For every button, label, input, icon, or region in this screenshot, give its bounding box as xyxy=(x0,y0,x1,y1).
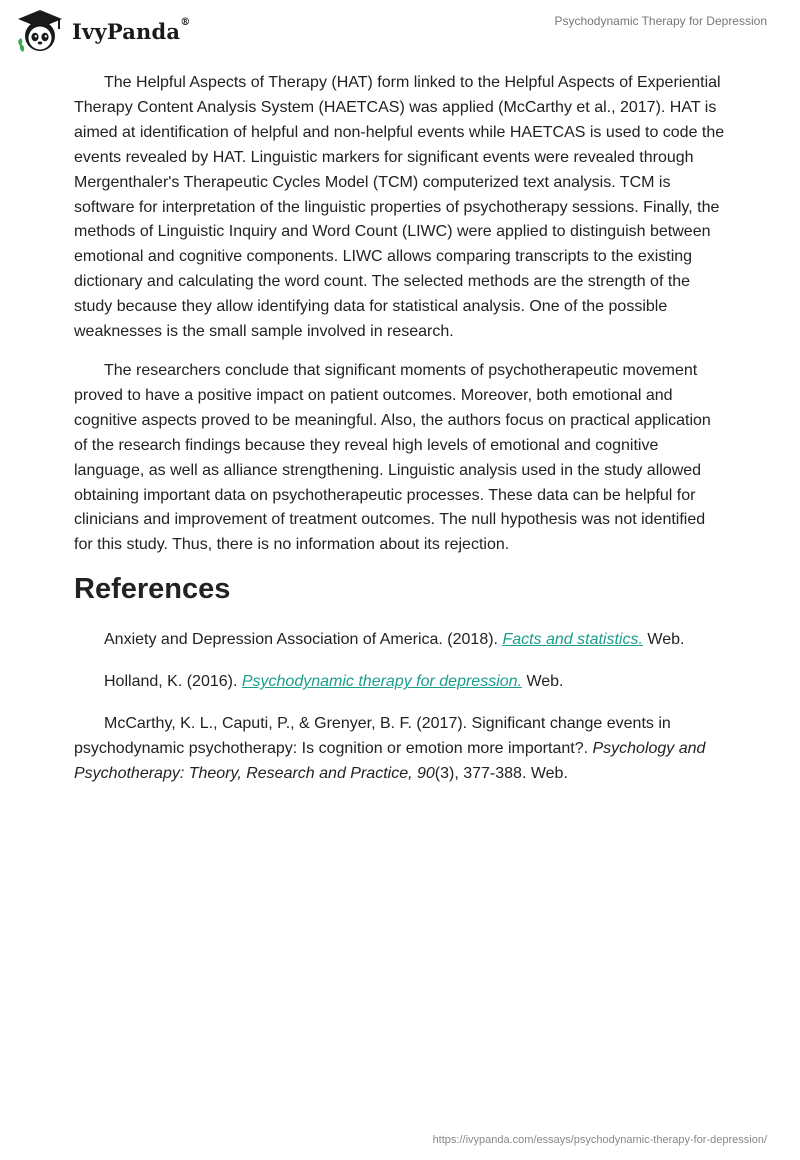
page-header xyxy=(0,0,800,60)
panda-graduate-logo-icon xyxy=(14,8,66,54)
references-heading: References xyxy=(74,573,231,606)
reference-link[interactable]: Psychodynamic therapy for depression. xyxy=(241,673,522,691)
running-title: Psychodynamic Therapy for Depression xyxy=(554,14,767,28)
reference-item: Holland, K. (2016). Psychodynamic therapy for depression. Web. xyxy=(104,673,564,691)
reference-item: Anxiety and Depression Association of America. (2018). Facts and statistics. Web. xyxy=(104,631,685,649)
reference-link[interactable]: Facts and statistics. xyxy=(502,631,643,649)
reference-item: McCarthy, K. L., Caputi, P., & Grenyer, B. F. (2017). Significant change events in psychodynamic psychotherapy: Is cognition or emotion more important?. Psychology and Psychotherapy: Theory, Research and Practice, 90(3), 377-388. Web. xyxy=(74,715,706,782)
ivypanda-logo[interactable] xyxy=(14,8,190,54)
brand-name: IvyPanda® xyxy=(72,16,191,44)
source-url[interactable]: https://ivypanda.com/essays/psychodynamic-therapy-for-depression/ xyxy=(432,1134,767,1146)
essay-content xyxy=(74,71,726,804)
journal-title: Psychology and Psychotherapy: Theory, Research and Practice, 90 xyxy=(74,739,706,782)
body-paragraph: The researchers conclude that significant moments of psychotherapeutic movement proved to have a positive impact on patient outcomes. Moreover, both emotional and cognitive aspects proved to be meaningful. Also, the authors focus on practical application of the research findings because they reveal high levels of emotional and cognitive language, as well as alliance strengthening. Linguistic analysis used in the study allowed obtaining important data on psychotherapeutic processes. These data can be helpful for clinicians and improvement of treatment outcomes. The null hypothesis was not identified for this study. Thus, there is no information about its rejection. xyxy=(74,361,711,554)
body-paragraph: The Helpful Aspects of Therapy (HAT) form linked to the Helpful Aspects of Experiential Therapy Content Analysis System (HAETCAS) was applied (McCarthy et al., 2017). HAT is aimed at identification of helpful and non-helpful events while HAETCAS is used to code the events revealed by HAT. Linguistic markers for significant events were revealed through Mergenthaler's Therapeutic Cycles Model (TCM) computerized text analysis. TCM is software for interpretation of the linguistic properties of psychotherapy sessions. Finally, the methods of Linguistic Inquiry and Word Count (LIWC) were applied to distinguish between emotional and cognitive components. LIWC allows comparing transcripts to the existing dictionary and calculating the word count. The selected methods are the strength of the study because they allow identifying data for statistical analysis. One of the possible weaknesses is the small sample involved in research. xyxy=(74,74,725,341)
